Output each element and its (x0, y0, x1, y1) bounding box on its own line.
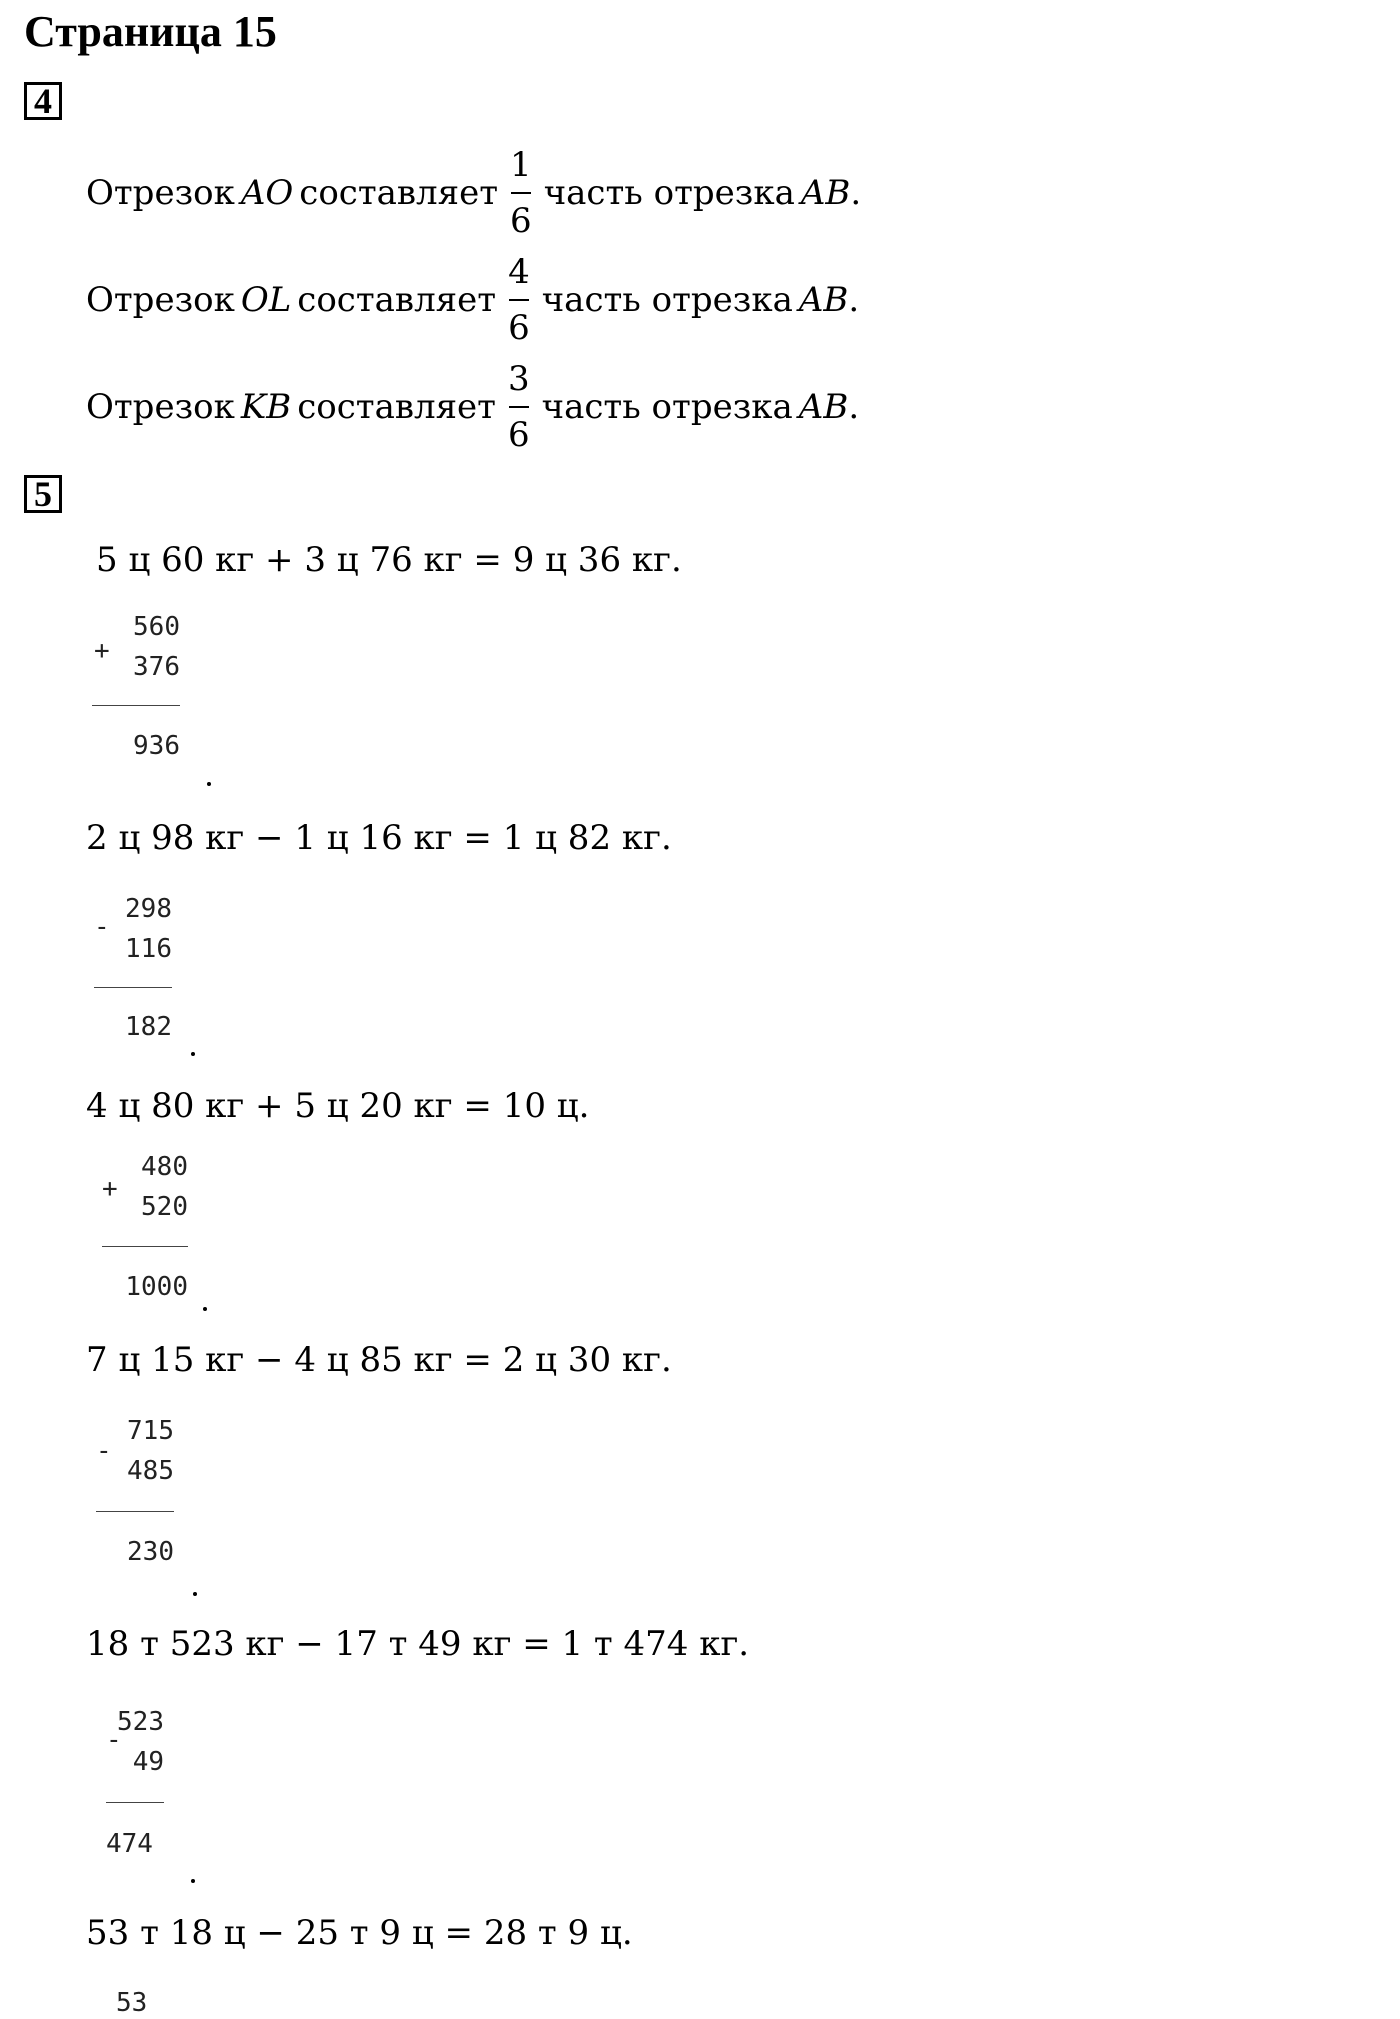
second-operand: 520 (141, 1192, 188, 1222)
operation-sign: - (96, 1436, 112, 1466)
period: . (848, 280, 860, 320)
segment-name: AO (240, 173, 294, 213)
whole-segment-name: AB (798, 387, 849, 427)
mass-equation: 5 ц 60 кг + 3 ц 76 кг = 9 ц 36 кг. (96, 540, 682, 580)
first-operand: 53 (116, 1988, 148, 2018)
fraction (508, 252, 530, 348)
first-operand: 715 (127, 1416, 174, 1446)
task-number-badge: 5 (24, 475, 62, 513)
sum-line (102, 1246, 188, 1247)
result-value: 936 (133, 731, 180, 761)
operation-sign: + (94, 636, 110, 666)
fraction-denominator: 6 (508, 415, 530, 455)
word-segment: Отрезок (86, 387, 235, 427)
dot-mark (203, 1307, 207, 1311)
dot-mark (193, 1592, 197, 1596)
fraction-denominator: 6 (508, 308, 530, 348)
second-operand: 49 (132, 1747, 164, 1777)
whole-segment-name: AB (800, 173, 851, 213)
result-value: 474 (106, 1829, 153, 1859)
fraction-statement (86, 352, 859, 462)
word-segment: Отрезок (86, 280, 235, 320)
fraction (508, 359, 530, 455)
second-operand: 376 (133, 652, 180, 682)
dot-mark (207, 782, 211, 786)
whole-segment-name: AB (798, 280, 849, 320)
mass-equation: 7 ц 15 кг − 4 ц 85 кг = 2 ц 30 кг. (86, 1340, 672, 1380)
second-operand: 116 (125, 934, 172, 964)
fraction-numerator: 1 (510, 145, 532, 185)
word-part-of: часть отрезка (543, 173, 795, 213)
result-value: 182 (125, 1012, 172, 1042)
fraction-denominator: 6 (510, 201, 532, 241)
dot-mark (191, 1879, 195, 1883)
fraction-numerator: 4 (508, 252, 530, 292)
result-value: 230 (127, 1537, 174, 1567)
period: . (850, 173, 862, 213)
dot-mark (191, 1052, 195, 1056)
fraction-numerator: 3 (508, 359, 530, 399)
word-makes-up: составляет (299, 173, 499, 213)
difference-line (106, 1802, 164, 1803)
word-segment: Отрезок (86, 173, 235, 213)
period: . (848, 387, 860, 427)
first-operand: 480 (141, 1152, 188, 1182)
first-operand: 523 (117, 1707, 164, 1737)
word-part-of: часть отрезка (541, 387, 793, 427)
mass-equation: 4 ц 80 кг + 5 ц 20 кг = 10 ц. (86, 1086, 590, 1126)
operation-sign: - (94, 912, 110, 942)
task-number-badge: 4 (24, 82, 62, 120)
word-makes-up: составляет (297, 387, 496, 427)
difference-line (94, 987, 172, 988)
sum-line (92, 705, 180, 706)
segment-name: KB (240, 387, 292, 427)
operation-sign: + (102, 1174, 118, 1204)
result-value: 1000 (125, 1272, 188, 1302)
page-title: Страница 15 (24, 7, 277, 56)
operation-sign: - (106, 1725, 122, 1755)
second-operand: 485 (127, 1456, 174, 1486)
fraction-statement (86, 138, 861, 248)
difference-line (96, 1511, 174, 1512)
mass-equation: 53 т 18 ц − 25 т 9 ц = 28 т 9 ц. (86, 1913, 633, 1953)
word-makes-up: составляет (297, 280, 497, 320)
segment-name: OL (240, 280, 292, 320)
mass-equation: 2 ц 98 кг − 1 ц 16 кг = 1 ц 82 кг. (86, 818, 672, 858)
fraction (510, 145, 532, 241)
fraction-statement (86, 245, 859, 355)
first-operand: 560 (133, 612, 180, 642)
mass-equation: 18 т 523 кг − 17 т 49 кг = 1 т 474 кг. (86, 1624, 750, 1664)
first-operand: 298 (125, 894, 172, 924)
word-part-of: часть отрезка (541, 280, 793, 320)
